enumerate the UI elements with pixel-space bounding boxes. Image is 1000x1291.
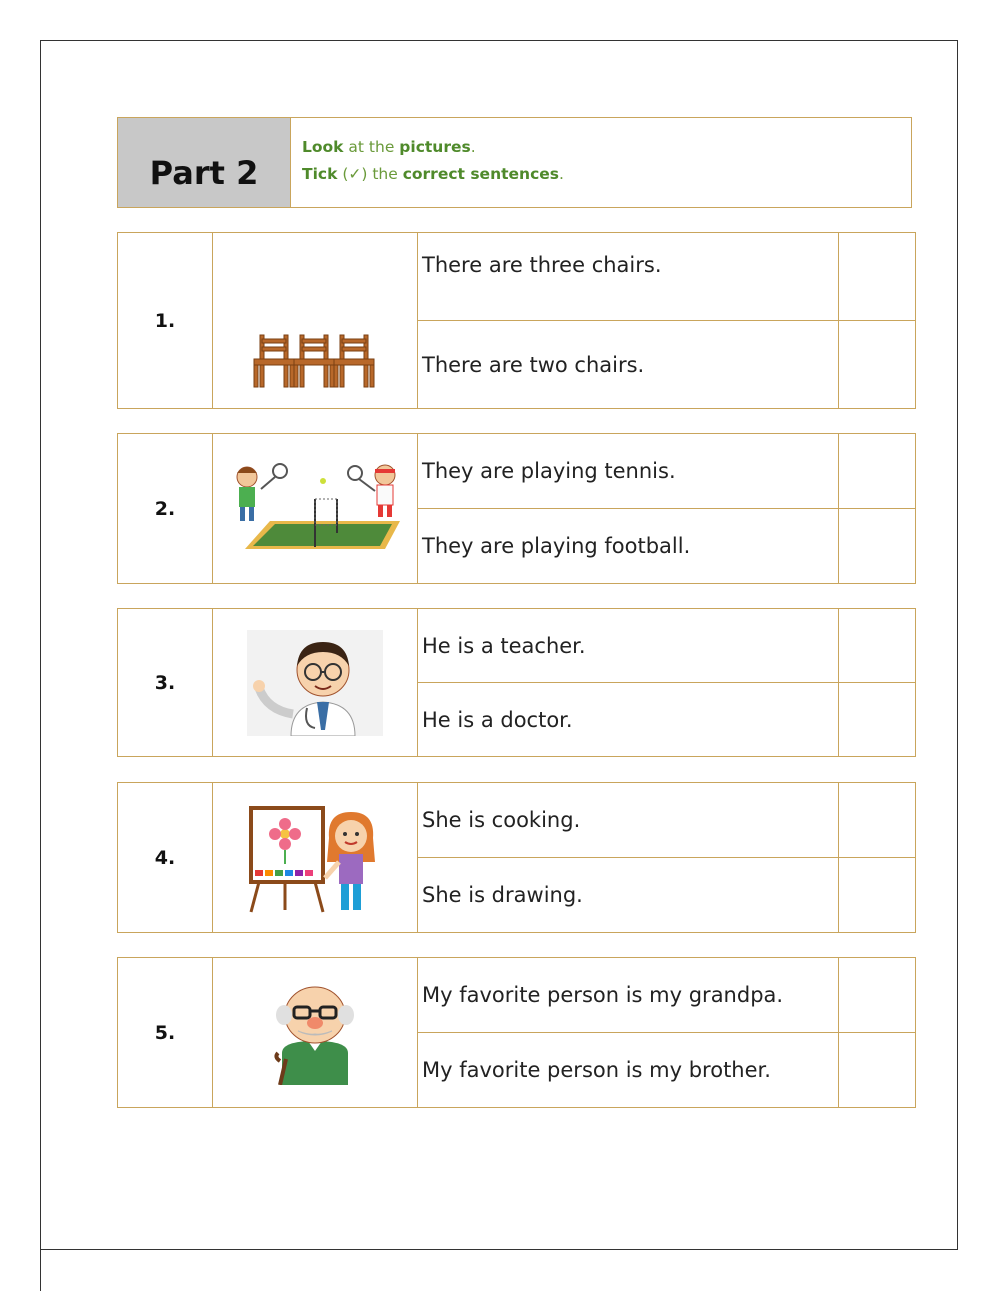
sentence-option: They are playing tennis. — [418, 434, 839, 509]
sentence-option: They are playing football. — [418, 509, 839, 584]
tick-box[interactable] — [839, 509, 916, 584]
sentence-option: He is a teacher. — [418, 609, 839, 683]
part-title: Part 2 — [149, 153, 259, 192]
girl-painting-easel-image — [213, 783, 418, 933]
instruction-word: (✓) the — [337, 165, 403, 183]
doctor-image — [213, 609, 418, 757]
instructions — [291, 118, 564, 207]
question-number: 2. — [118, 434, 213, 584]
part-header — [117, 117, 912, 208]
kids-playing-tennis-image — [213, 434, 418, 584]
instruction-word: at the — [343, 138, 400, 156]
instruction-word: . — [559, 165, 564, 183]
sentence-option: She is cooking. — [418, 783, 839, 858]
tick-box[interactable] — [839, 434, 916, 509]
sentence-option: He is a doctor. — [418, 683, 839, 757]
question-3-table — [117, 608, 916, 757]
tick-box[interactable] — [839, 783, 916, 858]
instruction-line-1 — [302, 134, 564, 161]
tick-box[interactable] — [839, 321, 916, 409]
question-1-table — [117, 232, 916, 409]
question-number: 4. — [118, 783, 213, 933]
instruction-word: correct sentences — [402, 165, 559, 183]
tick-box[interactable] — [839, 683, 916, 757]
tick-box[interactable] — [839, 1033, 916, 1108]
tick-box[interactable] — [839, 233, 916, 321]
sentence-option: My favorite person is my grandpa. — [418, 958, 839, 1033]
tick-box[interactable] — [839, 609, 916, 683]
question-4-table — [117, 782, 916, 933]
question-5-table — [117, 957, 916, 1108]
instruction-line-2 — [302, 161, 564, 188]
instruction-word: Look — [302, 138, 344, 156]
question-number: 5. — [118, 958, 213, 1108]
tick-box[interactable] — [839, 958, 916, 1033]
grandpa-with-cane-image — [213, 958, 418, 1108]
question-number: 1. — [118, 233, 213, 409]
tick-box[interactable] — [839, 858, 916, 933]
part-title-cell — [118, 118, 291, 207]
instruction-word: pictures — [399, 138, 471, 156]
sentence-option: There are three chairs. — [418, 233, 839, 321]
sentence-option: There are two chairs. — [418, 321, 839, 409]
page-margin-line — [40, 1250, 41, 1291]
instruction-word: . — [470, 138, 476, 156]
three-chairs-image — [213, 233, 418, 409]
question-number: 3. — [118, 609, 213, 757]
sentence-option: She is drawing. — [418, 858, 839, 933]
instruction-word: Tick — [302, 165, 338, 183]
question-2-table — [117, 433, 916, 584]
sentence-option: My favorite person is my brother. — [418, 1033, 839, 1108]
